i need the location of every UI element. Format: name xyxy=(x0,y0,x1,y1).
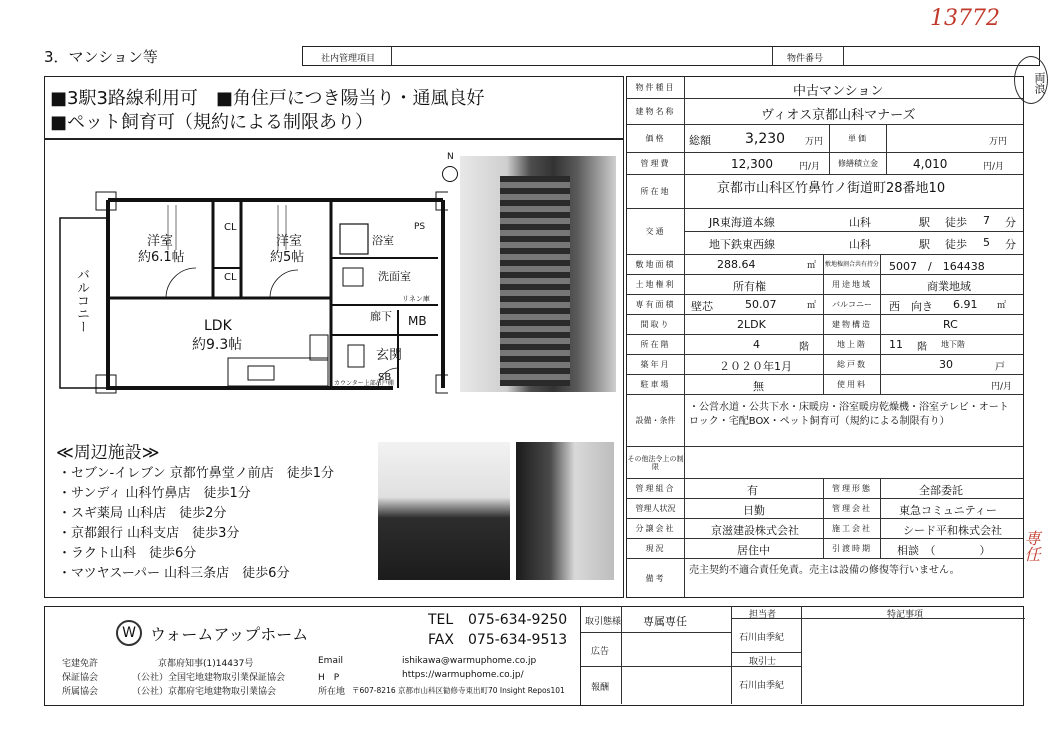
price-unit-2: 万円 xyxy=(989,137,1008,147)
address-value: 〒607-8216 京都市山科区勧修寺東出町70 Insight Repos101 xyxy=(352,686,565,695)
value-name: ヴィオス京都山科マナーズ xyxy=(761,108,916,123)
email-value[interactable]: ishikawa@warmuphome.co.jp xyxy=(402,656,537,666)
feature-line-1: ■3駅3路線利用可 ■角住戸につき陽当り・通風良好 xyxy=(50,88,485,109)
room-washroom: 洗面室 xyxy=(378,270,411,283)
label-share: 敷地権割合共有持分 xyxy=(823,255,881,275)
room-bath: 浴室 xyxy=(372,234,394,247)
value-handover: 相談 （ ） xyxy=(897,544,991,557)
room-linen: リネン庫 xyxy=(402,295,430,303)
washroom-photo xyxy=(516,442,614,580)
transport-unit-2: 分 xyxy=(1005,238,1016,251)
area-prefix: 壁芯 xyxy=(691,300,713,313)
value-balcony-dir: 西 向き xyxy=(889,300,933,313)
fax-label: FAX xyxy=(428,632,454,648)
hp-label: H P xyxy=(318,673,340,683)
area-unit: ㎡ xyxy=(807,301,817,311)
value-units: 30 xyxy=(939,358,953,371)
room-counter: カウンター上部吊戸棚 xyxy=(334,380,394,387)
value-area: 50.07 xyxy=(745,298,777,311)
room-cl-2: CL xyxy=(224,272,237,283)
surroundings-item: ・セブン-イレブン 京都竹鼻堂ノ前店 徒歩1分 xyxy=(58,466,335,481)
tel-value: 075-634-9250 xyxy=(468,612,568,628)
surroundings-title: ≪周辺施設≫ xyxy=(56,443,160,463)
address-label: 所在地 xyxy=(318,687,346,697)
north-label: N xyxy=(447,152,454,162)
value-parking: 無 xyxy=(753,380,764,393)
label-above: 地上階 xyxy=(823,335,881,355)
mediation-label: 取引態様 xyxy=(585,617,622,627)
value-zoning: 商業地域 xyxy=(927,280,971,293)
label-structure: 建物構造 xyxy=(823,315,881,335)
value-share: 5007 / 164438 xyxy=(889,260,985,273)
value-layout: 2LDK xyxy=(737,318,766,331)
kitchen-photo xyxy=(378,442,510,580)
details-table xyxy=(626,76,1024,598)
surroundings-item: ・ラクト山科 徒歩6分 xyxy=(58,546,197,561)
value-land-right: 所有権 xyxy=(733,280,766,293)
label-price: 価格 xyxy=(627,125,685,153)
label-status: 現況 xyxy=(627,539,685,559)
units-unit: 戸 xyxy=(995,362,1005,373)
label-remarks: 備考 xyxy=(627,559,685,597)
value-site-area: 288.64 xyxy=(717,258,756,271)
value-structure: RC xyxy=(943,318,958,331)
hp-value[interactable]: https://warmuphome.co.jp/ xyxy=(402,670,524,680)
dealer-value: 石川由季紀 xyxy=(739,681,785,691)
label-built: 築年月 xyxy=(627,355,685,375)
label-other: その他法令上の制限 xyxy=(627,447,685,479)
label-repair: 修繕積立金 xyxy=(829,153,887,175)
feature-line-2: ■ペット飼育可（規約による制限あり） xyxy=(50,112,374,133)
handwritten-circle: 両浪 xyxy=(1014,56,1048,104)
license-value: 京都府知事(1)14437号 xyxy=(158,659,254,669)
label-mgmt-union: 管理組合 xyxy=(627,479,685,499)
room-sb: SB xyxy=(378,372,392,383)
license-label: 宅建免許 xyxy=(62,659,99,669)
room-balcony: バルコニー xyxy=(74,268,89,333)
value-seller: 京滋建設株式会社 xyxy=(711,524,799,537)
label-floor: 所在階 xyxy=(627,335,685,355)
label-land-right: 土地権利 xyxy=(627,275,685,295)
value-mgmt-company: 東急コミュニティー xyxy=(899,504,997,517)
transport-suffix-1: 駅 xyxy=(919,216,930,229)
ad-label: 広告 xyxy=(591,647,610,657)
guarantee-label: 保証協会 xyxy=(62,673,99,683)
dealer-label: 取引士 xyxy=(749,657,777,667)
room-western-1-size: 約6.1帖 xyxy=(138,250,185,265)
value-mgmt-fee: 12,300 xyxy=(731,157,773,171)
footer-right-block xyxy=(580,606,1024,706)
value-mgmt-status: 日勤 xyxy=(743,504,765,517)
parking-fee-unit: 円/月 xyxy=(991,382,1013,392)
price-prefix: 総額 xyxy=(689,134,711,147)
value-price: 3,230 xyxy=(745,131,786,147)
balcony-unit: ㎡ xyxy=(997,301,1007,311)
special-label: 特記事項 xyxy=(887,610,924,620)
label-facilities: 設備・条件 xyxy=(627,395,685,447)
value-mgmt-union: 有 xyxy=(747,484,758,497)
transport-line-2: 地下鉄東西線 xyxy=(709,238,775,251)
staff-value: 石川由季紀 xyxy=(739,633,785,643)
label-parking-fee: 使用料 xyxy=(823,375,881,395)
surroundings-item: ・京都銀行 山科支店 徒歩3分 xyxy=(58,526,240,541)
label-layout: 間取り xyxy=(627,315,685,335)
value-mgmt-form: 全部委託 xyxy=(919,484,963,497)
transport-station-2: 山科 xyxy=(849,238,871,251)
room-cl-1: CL xyxy=(224,222,237,233)
room-western-2: 洋室 xyxy=(276,234,303,249)
value-built: ２０２０年1月 xyxy=(719,360,792,373)
label-mgmt-fee: 管理費 xyxy=(627,153,685,175)
email-label: Email xyxy=(318,656,343,666)
internal-mgmt-label: 社内管理項目 xyxy=(321,54,376,64)
room-entrance: 玄関 xyxy=(376,348,403,363)
transport-walk-2: 徒歩 xyxy=(945,238,967,251)
label-parking: 駐車場 xyxy=(627,375,685,395)
label-below: 地下階 xyxy=(941,340,965,349)
label-location: 所在地 xyxy=(627,175,685,209)
company-name: ウォームアップホーム xyxy=(150,625,309,644)
label-type: 物件種目 xyxy=(627,77,685,99)
room-ldk-size: 約9.3帖 xyxy=(192,337,243,353)
building-exterior-photo xyxy=(460,156,616,392)
transport-min-1: 7 xyxy=(983,214,990,227)
label-mgmt-status: 管理人状況 xyxy=(627,499,685,519)
label-mgmt-form: 管理形態 xyxy=(823,479,881,499)
transport-station-1: 山科 xyxy=(849,216,871,229)
label-balcony: バルコニー xyxy=(823,295,881,315)
room-ps: PS xyxy=(414,222,426,232)
label-zoning: 用途地域 xyxy=(823,275,881,295)
surroundings-item: ・マツヤスーパー 山科三条店 徒歩6分 xyxy=(58,566,290,581)
room-western-2-size: 約5帖 xyxy=(270,250,305,265)
transport-suffix-2: 駅 xyxy=(919,238,930,251)
value-location: 京都市山科区竹鼻竹ノ街道町28番地10 xyxy=(717,181,946,196)
property-no-label: 物件番号 xyxy=(787,54,824,64)
label-site-area: 敷地面積 xyxy=(627,255,685,275)
room-mb: MB xyxy=(408,314,427,328)
repair-unit: 円/月 xyxy=(983,162,1005,172)
assoc-label: 所属協会 xyxy=(62,687,99,697)
mediation-value: 専属専任 xyxy=(643,615,687,628)
handwritten-number: 13772 xyxy=(930,6,1000,31)
label-name: 建物名称 xyxy=(627,99,685,125)
assoc-value: （公社）京都府宅地建物取引業協会 xyxy=(132,687,277,697)
value-facilities-1: ・公営水道・公共下水・床暖房・浴室暖房乾燥機・浴室テレビ・オート xyxy=(689,402,1009,413)
features-divider xyxy=(44,138,624,140)
surroundings-item: ・サンディ 山科竹鼻店 徒歩1分 xyxy=(58,486,251,501)
label-unit-price: 単価 xyxy=(829,125,887,153)
header-box xyxy=(302,46,1040,66)
surroundings-item: ・スギ薬局 山科店 徒歩2分 xyxy=(58,506,227,521)
mgmt-fee-unit: 円/月 xyxy=(799,162,821,172)
room-hall: 廊下 xyxy=(370,310,392,323)
room-western-1: 洋室 xyxy=(147,234,174,249)
site-area-unit: ㎡ xyxy=(807,261,817,271)
value-balcony-area: 6.91 xyxy=(953,298,978,311)
floor-unit: 階 xyxy=(799,342,809,353)
label-builder: 施工会社 xyxy=(823,519,881,539)
label-transport: 交通 xyxy=(627,209,685,255)
footer-logo-icon: W xyxy=(116,620,142,646)
value-builder: シード平和株式会社 xyxy=(903,524,1002,537)
fax-value: 075-634-9513 xyxy=(468,632,568,648)
label-handover: 引渡時期 xyxy=(823,539,881,559)
label-mgmt-company: 管理会社 xyxy=(823,499,881,519)
section-title: 3．マンション等 xyxy=(44,48,158,66)
north-arrow-icon xyxy=(442,166,458,182)
value-facilities-2: ロック・宅配BOX・ペット飼育可（規約による制限有り） xyxy=(689,416,950,427)
value-above: 11 xyxy=(889,338,903,351)
handwritten-stamp: 専任 xyxy=(1022,530,1041,562)
price-unit: 万円 xyxy=(805,137,824,147)
value-status: 居住中 xyxy=(737,544,770,557)
transport-unit-1: 分 xyxy=(1005,216,1016,229)
room-ldk: LDK xyxy=(204,318,232,334)
value-remarks: 売主契約不適合責任免責。売主は設備の修復等行いません。 xyxy=(689,565,960,576)
transport-line-1: JR東海道本線 xyxy=(709,216,775,229)
label-area: 専有面積 xyxy=(627,295,685,315)
label-seller: 分譲会社 xyxy=(627,519,685,539)
guarantee-value: （公社）全国宅地建物取引業保証協会 xyxy=(132,673,286,683)
value-type: 中古マンション xyxy=(793,84,884,99)
value-repair: 4,010 xyxy=(913,157,948,171)
tel-label: TEL xyxy=(428,612,454,628)
above-unit: 階 xyxy=(917,342,927,353)
transport-walk-1: 徒歩 xyxy=(945,216,967,229)
label-units: 総戸数 xyxy=(823,355,881,375)
staff-label: 担当者 xyxy=(749,610,777,620)
value-floor: 4 xyxy=(753,338,760,351)
transport-min-2: 5 xyxy=(983,236,990,249)
fee-label: 報酬 xyxy=(591,683,610,693)
